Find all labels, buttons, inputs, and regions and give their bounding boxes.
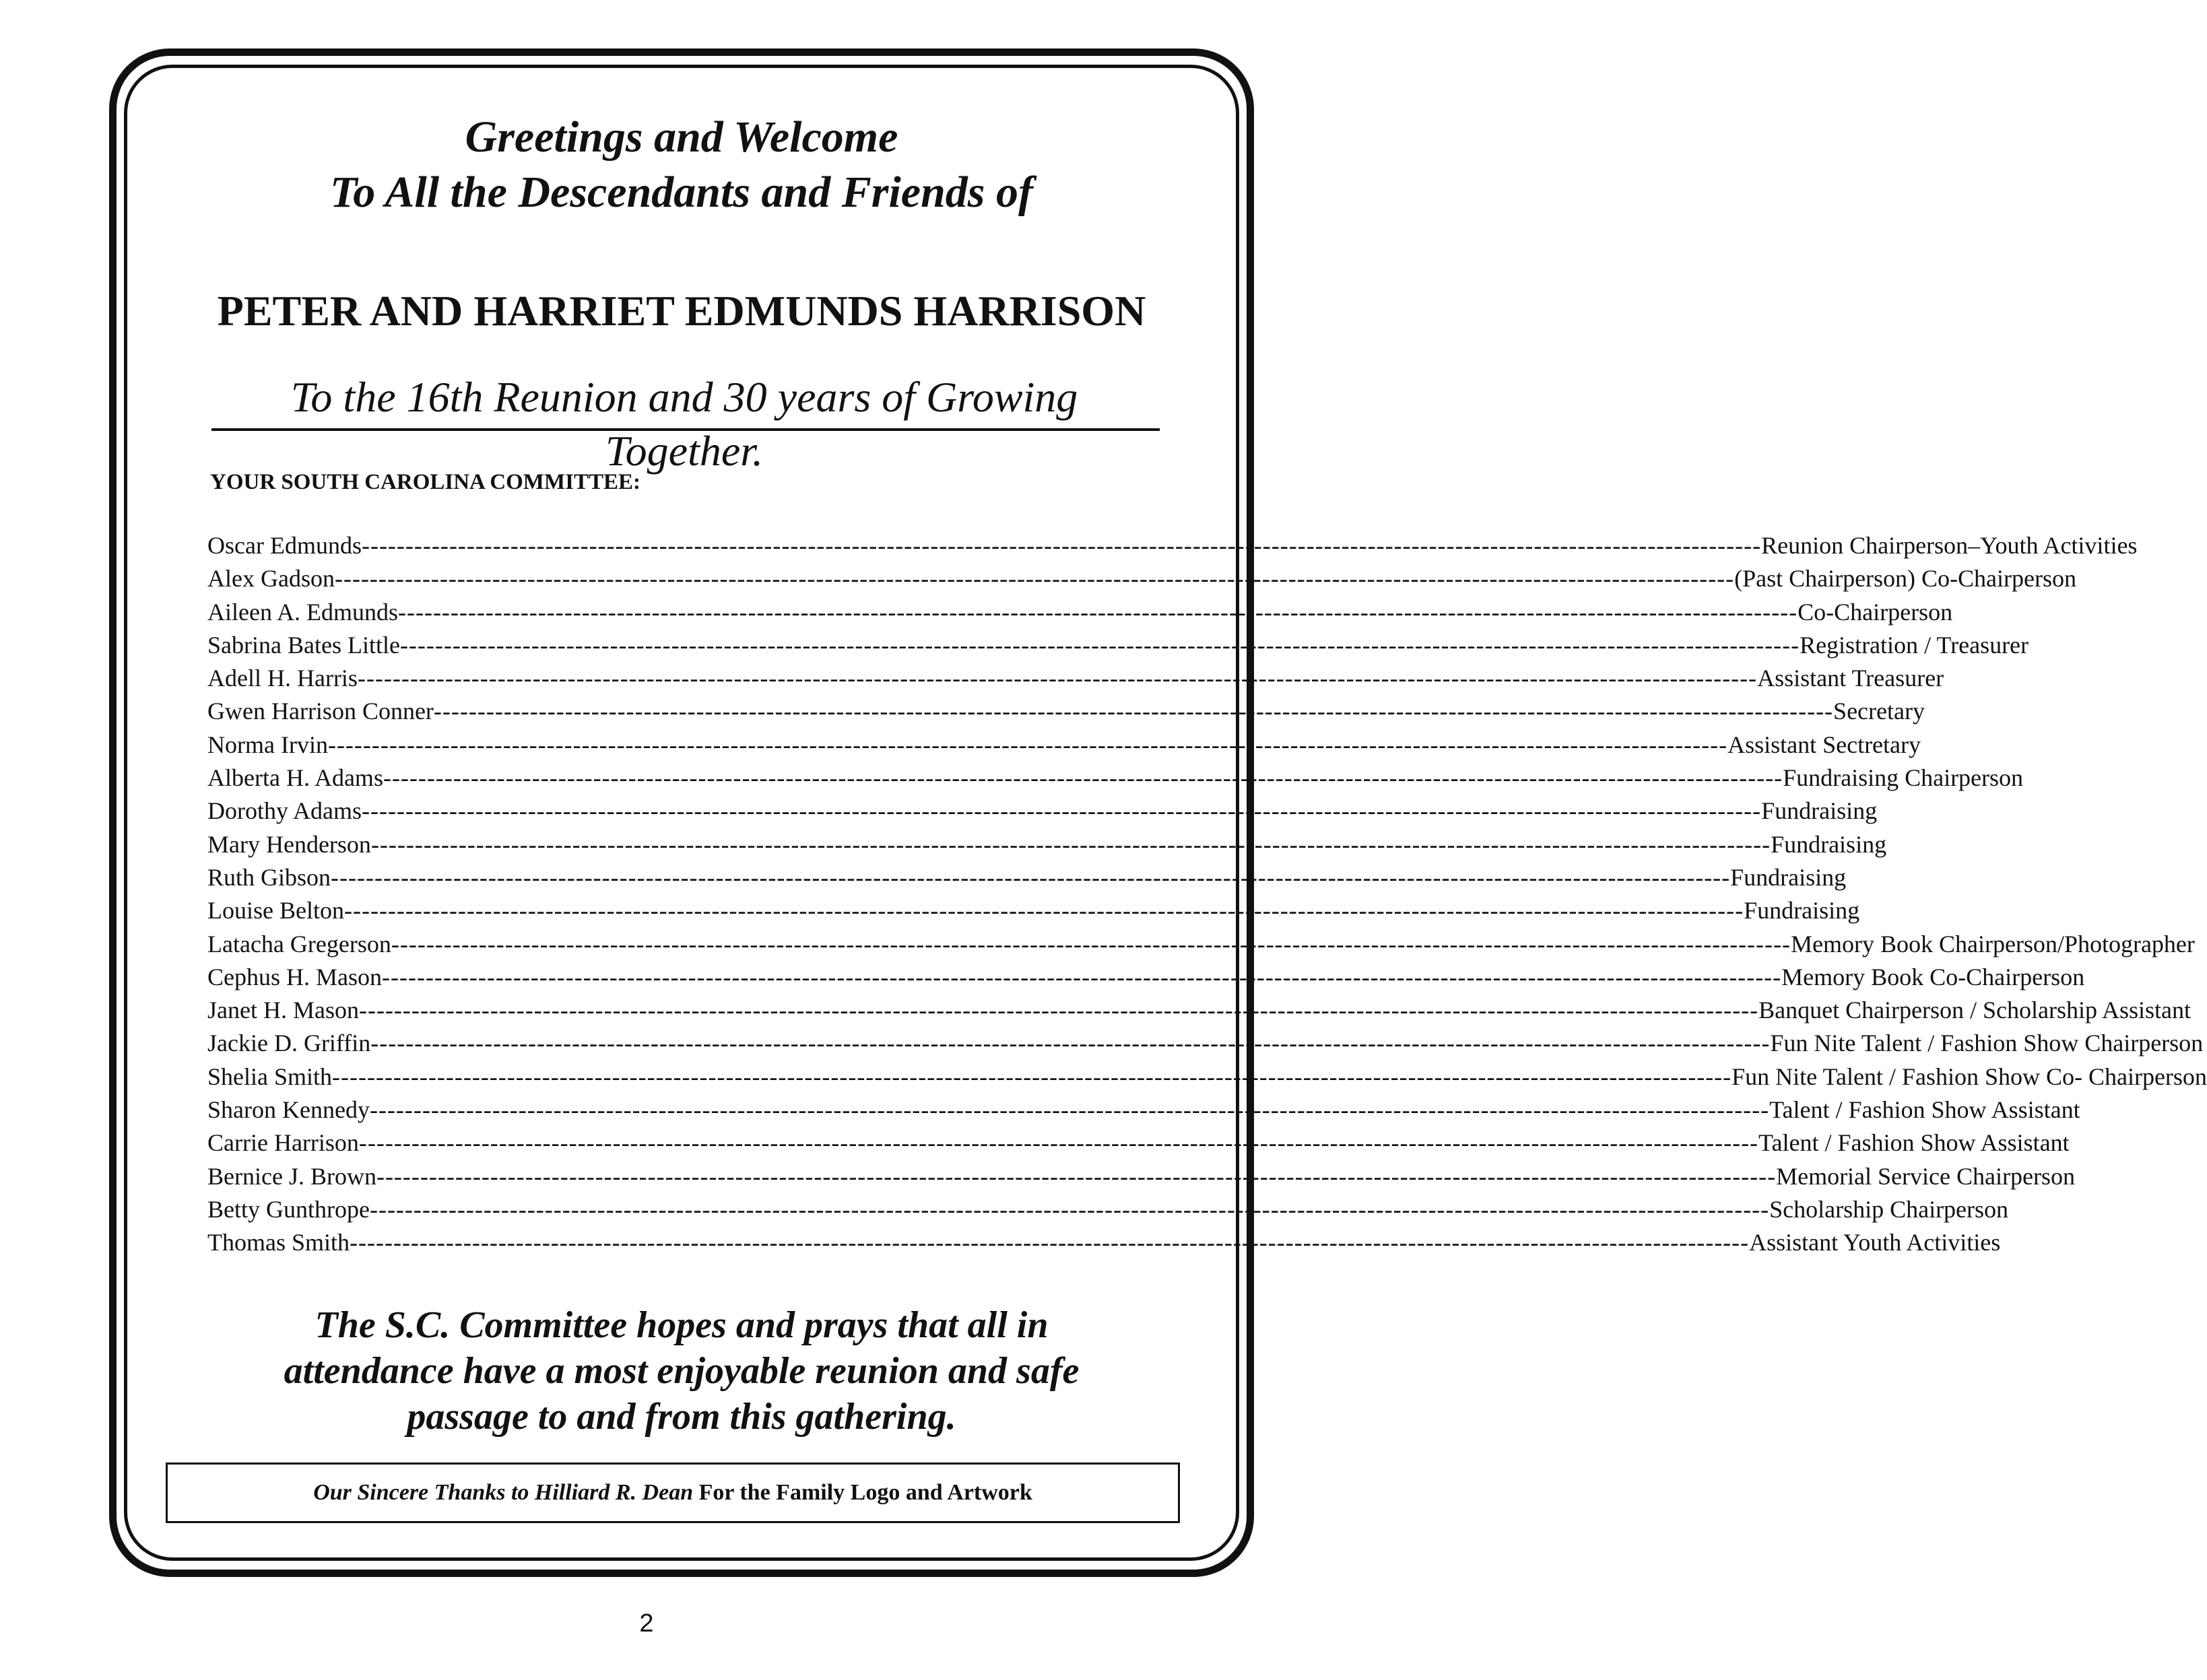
member-role: Registration / Treasurer xyxy=(1800,631,2029,659)
member-name: Adell H. Harris xyxy=(207,665,358,692)
dash-leader: ---------------------------------------------------------------------------------------------------------------------------------------------------------------- xyxy=(362,797,1762,825)
member-name: Gwen Harrison Conner xyxy=(207,698,434,725)
committee-row xyxy=(207,894,1860,927)
dash-leader: ---------------------------------------------------------------------------------------------------------------------------------------------------------------- xyxy=(391,930,1791,957)
committee-row xyxy=(207,695,1925,728)
committee-row xyxy=(207,994,2192,1027)
dash-leader: ---------------------------------------------------------------------------------------------------------------------------------------------------------------- xyxy=(350,1229,1750,1256)
thanks-box xyxy=(166,1463,1180,1523)
member-name: Oscar Edmunds xyxy=(207,532,362,559)
committee-row xyxy=(207,1094,2080,1127)
committee-row xyxy=(207,1160,2075,1193)
closing-message xyxy=(124,1302,1239,1440)
member-role: Memory Book Chairperson/Photographer xyxy=(1790,930,2195,957)
member-role: Assistant Youth Activities xyxy=(1749,1229,2001,1256)
member-name: Shelia Smith xyxy=(207,1063,333,1090)
dash-leader: ---------------------------------------------------------------------------------------------------------------------------------------------------------------- xyxy=(358,997,1759,1024)
committee-row xyxy=(207,1127,2070,1160)
committee-row xyxy=(207,1226,2001,1259)
member-role: Fundraising xyxy=(1761,797,1878,825)
dash-leader: ---------------------------------------------------------------------------------------------------------------------------------------------------------------- xyxy=(376,1162,1777,1190)
member-role: Fundraising xyxy=(1730,863,1847,891)
member-role: Fundraising xyxy=(1744,897,1860,925)
closing-line-1: The S.C. Committee hopes and prays that all in xyxy=(315,1304,1049,1346)
dash-leader: ---------------------------------------------------------------------------------------------------------------------------------------------------------------- xyxy=(327,731,1728,758)
closing-line-2: attendance have a most enjoyable reunion and safe xyxy=(284,1350,1080,1392)
member-role: Memory Book Co-Chairperson xyxy=(1781,963,2085,990)
thanks-italic: Our Sincere Thanks to Hilliard R. Dean xyxy=(313,1480,694,1505)
dash-leader: ---------------------------------------------------------------------------------------------------------------------------------------------------------------- xyxy=(369,1096,1770,1124)
committee-row xyxy=(207,1027,2204,1060)
dash-leader: ---------------------------------------------------------------------------------------------------------------------------------------------------------------- xyxy=(343,897,1744,925)
member-role: Fun Nite Talent / Fashion Show Chairperson xyxy=(1770,1030,2204,1057)
member-role: Reunion Chairperson–Youth Activities xyxy=(1761,532,2138,559)
member-name: Sabrina Bates Little xyxy=(207,631,400,659)
thanks-plain: For the Family Logo and Artwork xyxy=(698,1480,1032,1505)
committee-row xyxy=(207,928,2195,961)
member-role: Assistant Treasurer xyxy=(1757,665,1944,692)
member-role: Assistant Sectretary xyxy=(1727,731,1921,758)
dash-leader: ---------------------------------------------------------------------------------------------------------------------------------------------------------------- xyxy=(357,665,1758,692)
member-name: Aileen A. Edmunds xyxy=(207,598,398,626)
dash-leader: ---------------------------------------------------------------------------------------------------------------------------------------------------------------- xyxy=(433,698,1834,725)
dash-leader: ---------------------------------------------------------------------------------------------------------------------------------------------------------------- xyxy=(397,598,1798,626)
committee-row xyxy=(207,729,1921,762)
family-name-title: PETER AND HARRIET EDMUNDS HARRISON xyxy=(217,287,1146,335)
member-name: Mary Henderson xyxy=(207,830,371,858)
dash-leader: ---------------------------------------------------------------------------------------------------------------------------------------------------------------- xyxy=(332,1063,1732,1090)
dash-leader: ---------------------------------------------------------------------------------------------------------------------------------------------------------------- xyxy=(361,532,1762,559)
member-name: Alex Gadson xyxy=(207,565,335,593)
member-name: Ruth Gibson xyxy=(207,863,331,891)
page-content xyxy=(124,65,2207,1561)
member-name: Cephus H. Mason xyxy=(207,963,382,990)
member-name: Dorothy Adams xyxy=(207,797,362,825)
member-name: Janet H. Mason xyxy=(207,997,359,1024)
committee-row xyxy=(207,1193,2009,1226)
member-role: Fundraising Chairperson xyxy=(1783,764,2024,792)
member-name: Latacha Gregerson xyxy=(207,930,391,957)
dash-leader: ---------------------------------------------------------------------------------------------------------------------------------------------------------------- xyxy=(382,963,1782,990)
member-role: (Past Chairperson) Co-Chairperson xyxy=(1734,565,2076,593)
dash-leader: ---------------------------------------------------------------------------------------------------------------------------------------------------------------- xyxy=(331,863,1731,891)
committee-row xyxy=(207,529,2138,562)
dash-leader: ---------------------------------------------------------------------------------------------------------------------------------------------------------------- xyxy=(383,764,1783,792)
committee-row xyxy=(207,1061,2207,1094)
committee-row xyxy=(207,762,2024,795)
member-name: Betty Gunthrope xyxy=(207,1195,370,1223)
dash-leader: ---------------------------------------------------------------------------------------------------------------------------------------------------------------- xyxy=(358,1129,1759,1157)
greeting-line-1: Greetings and Welcome xyxy=(465,112,898,162)
member-role: Banquet Chairperson / Scholarship Assistant xyxy=(1758,997,2192,1024)
member-role: Memorial Service Chairperson xyxy=(1776,1162,2075,1190)
member-role: Talent / Fashion Show Assistant xyxy=(1769,1096,2080,1124)
committee-row xyxy=(207,828,1887,861)
closing-line-3: passage to and from this gathering. xyxy=(407,1396,956,1438)
committee-row xyxy=(207,662,1944,695)
committee-heading: YOUR SOUTH CAROLINA COMMITTEE: xyxy=(210,470,640,494)
committee-row xyxy=(207,795,1878,828)
member-role: Talent / Fashion Show Assistant xyxy=(1758,1129,2070,1157)
member-name: Thomas Smith xyxy=(207,1229,350,1256)
greeting-line-2: To All the Descendants and Friends of xyxy=(330,168,1033,217)
committee-row xyxy=(207,596,1953,629)
subtitle-underline xyxy=(211,428,1160,431)
member-name: Sharon Kennedy xyxy=(207,1096,370,1124)
committee-roster xyxy=(207,529,2207,1260)
page-number: 2 xyxy=(639,1609,654,1638)
member-name: Bernice J. Brown xyxy=(207,1162,376,1190)
committee-row xyxy=(207,861,1847,894)
reunion-subtitle: To the 16th Reunion and 30 years of Growing Together. xyxy=(290,373,1078,475)
dash-leader: ---------------------------------------------------------------------------------------------------------------------------------------------------------------- xyxy=(399,631,1800,659)
member-role: Co-Chairperson xyxy=(1798,598,1953,626)
dash-leader: ---------------------------------------------------------------------------------------------------------------------------------------------------------------- xyxy=(334,565,1735,593)
member-name: Louise Belton xyxy=(207,897,344,925)
member-role: Fundraising xyxy=(1771,830,1887,858)
dash-leader: ---------------------------------------------------------------------------------------------------------------------------------------------------------------- xyxy=(370,830,1771,858)
member-name: Jackie D. Griffin xyxy=(207,1030,371,1057)
member-name: Alberta H. Adams xyxy=(207,764,383,792)
dash-leader: ---------------------------------------------------------------------------------------------------------------------------------------------------------------- xyxy=(370,1030,1771,1057)
member-name: Carrie Harrison xyxy=(207,1129,359,1157)
committee-row xyxy=(207,562,2076,595)
member-role: Secretary xyxy=(1833,698,1925,725)
committee-row xyxy=(207,961,2085,994)
member-role: Scholarship Chairperson xyxy=(1769,1195,2009,1223)
member-role: Fun Nite Talent / Fashion Show Co- Chairperson xyxy=(1732,1063,2207,1090)
member-name: Norma Irvin xyxy=(207,731,328,758)
committee-row xyxy=(207,629,2029,662)
dash-leader: ---------------------------------------------------------------------------------------------------------------------------------------------------------------- xyxy=(369,1195,1770,1223)
